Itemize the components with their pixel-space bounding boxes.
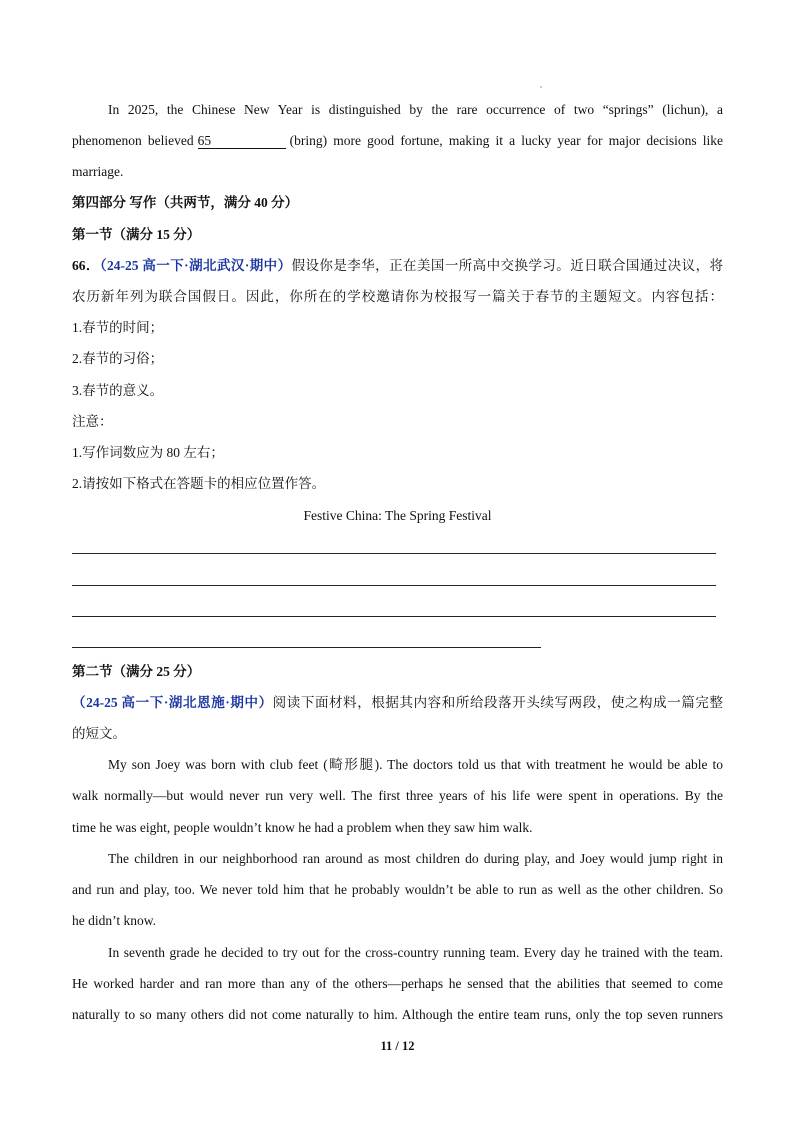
writing-line[interactable] bbox=[72, 647, 541, 648]
story-p3-line: He worked harder and ran more than any of the others—perhaps he sensed that the abilities that seemed to come bbox=[72, 976, 723, 991]
section2-heading: 第二节（满分 25 分） bbox=[72, 664, 201, 679]
story-p1-line: walk normally—but would never run very well. The first three years of his life were spent in operations. By the bbox=[72, 788, 723, 803]
note-label: 注意： bbox=[72, 414, 113, 429]
q66-line-1: 66．（24-25 高一下·湖北武汉·期中）假设你是李华，正在美国一所高中交换学习。近日联合国通过决议，将 bbox=[72, 258, 724, 273]
prev-passage-line-1: In 2025, the Chinese New Year is distinguished by the rare occurrence of two “springs” (lichun), a bbox=[108, 102, 723, 117]
part4-heading: 第四部分 写作（共两节，满分 40 分） bbox=[72, 195, 299, 210]
story-p3-line: naturally to so many others did not come naturally to him. Although the entire team runs, only the top seven runners bbox=[72, 1007, 723, 1022]
writing-line[interactable] bbox=[72, 616, 716, 617]
content-item: 1.春节的时间； bbox=[72, 320, 164, 335]
note-item: 2.请按如下格式在答题卡的相应位置作答。 bbox=[72, 476, 326, 491]
question-number: 66． bbox=[72, 258, 100, 273]
story-p2-line: he didn’t know. bbox=[72, 913, 156, 928]
page-number: 11 / 12 bbox=[380, 1039, 415, 1053]
content-item: 3.春节的意义。 bbox=[72, 383, 164, 398]
story-p1-line: My son Joey was born with club feet (畸形腿). The doctors told us that with treatment he would be able to bbox=[108, 757, 723, 772]
story-p2-line: The children in our neighborhood ran around as most children do during play, and Joey would jump right in bbox=[108, 851, 723, 866]
question-source: （24-25 高一下·湖北恩施·期中） bbox=[72, 695, 273, 710]
prev-passage-line-3: marriage. bbox=[72, 164, 124, 179]
section2-intro-line-1: （24-25 高一下·湖北恩施·期中）阅读下面材料，根据其内容和所给段落开头续写两段，使之构成一篇完整 bbox=[72, 695, 724, 710]
content-item: 2.春节的习俗； bbox=[72, 351, 164, 366]
story-p2-line: and run and play, too. We never told him that he probably wouldn’t be able to run as well as the other children. So bbox=[72, 882, 723, 897]
prev-passage-line-2: phenomenon believed 65 (bring) more good fortune, making it a lucky year for major decisions like bbox=[72, 133, 723, 148]
answer-blank-65[interactable]: 65 bbox=[198, 133, 286, 149]
writing-line[interactable] bbox=[72, 585, 716, 586]
section2-intro-line-2: 的短文。 bbox=[72, 726, 126, 741]
writing-line[interactable] bbox=[72, 553, 716, 554]
note-item: 1.写作词数应为 80 左右； bbox=[72, 445, 224, 460]
story-p3-line: In seventh grade he decided to try out for the cross-country running team. Every day he trained with the team. bbox=[108, 945, 723, 960]
scan-speck bbox=[540, 86, 542, 88]
story-p1-line: time he was eight, people wouldn’t know he had a problem when they saw him walk. bbox=[72, 820, 533, 835]
essay-title: Festive China: The Spring Festival bbox=[303, 508, 492, 523]
section1-heading: 第一节（满分 15 分） bbox=[72, 227, 201, 242]
q66-line-2: 农历新年列为联合国假日。因此，你所在的学校邀请你为校报写一篇关于春节的主题短文。内容包括： bbox=[72, 289, 723, 304]
question-source: （24-25 高一下·湖北武汉·期中） bbox=[99, 258, 292, 273]
